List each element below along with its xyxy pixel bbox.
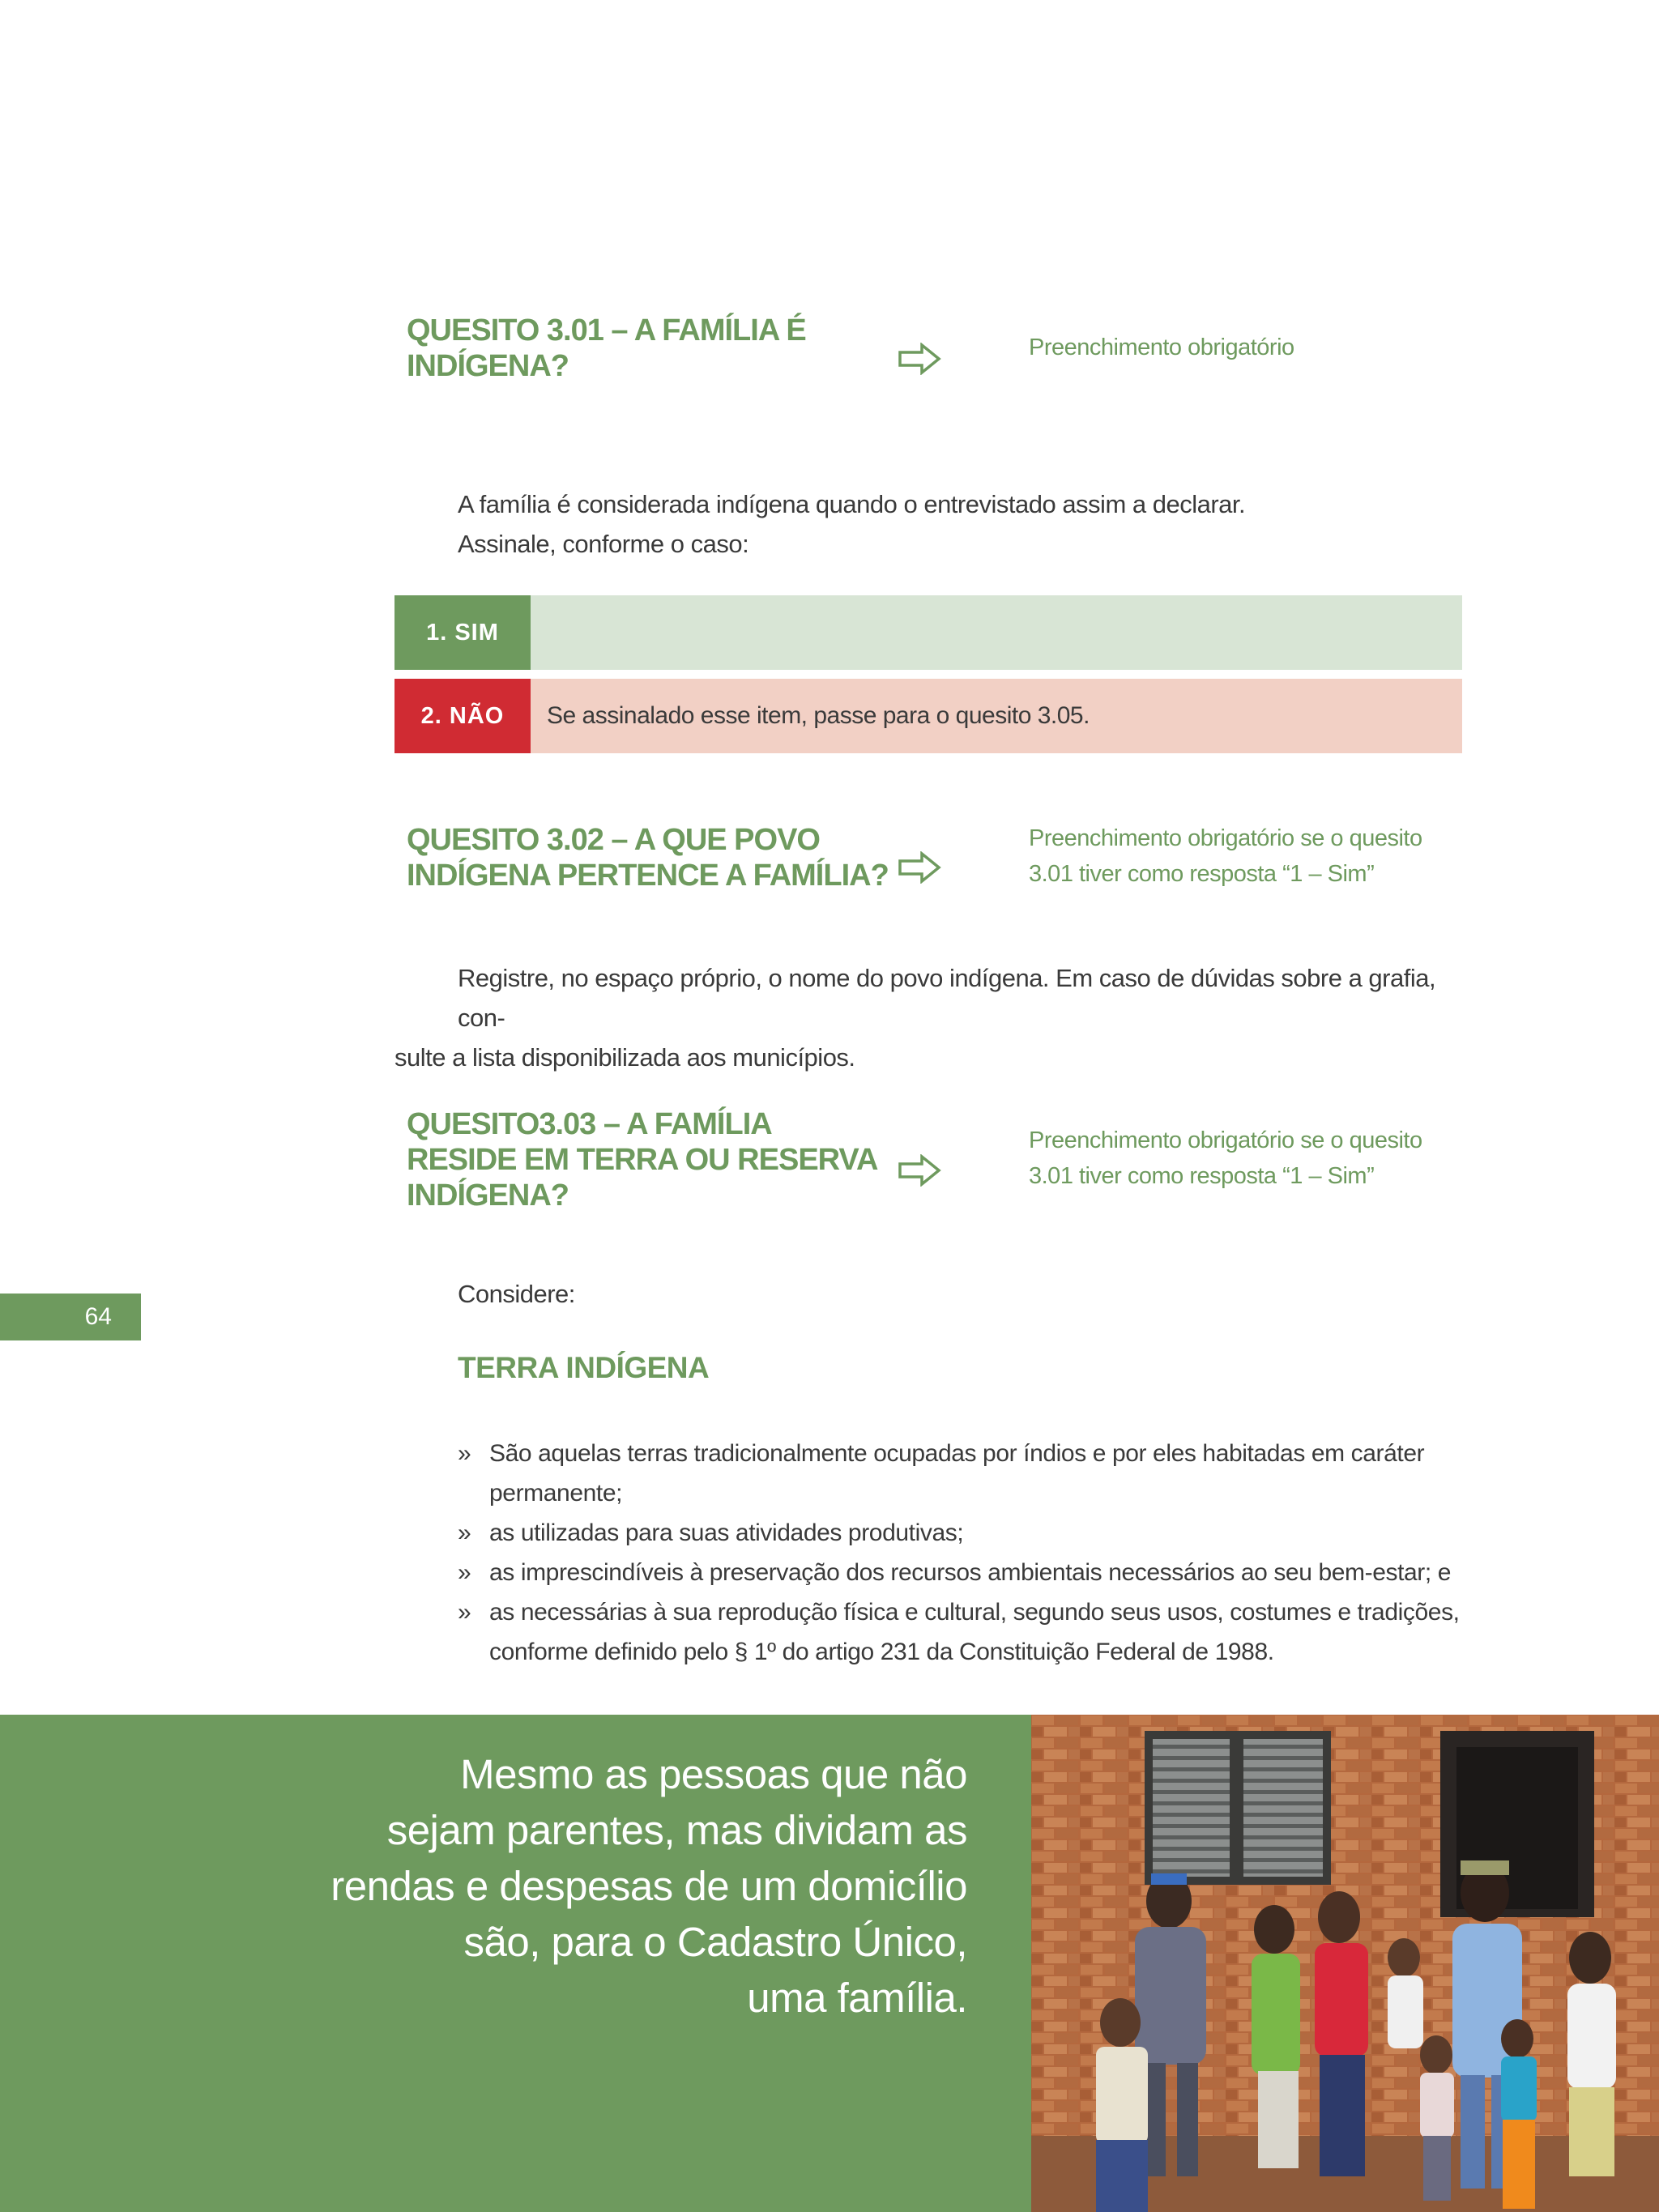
option-code-sim: 1. SIM [394,595,531,670]
q302-requirement: Preenchimento obrigatório se o quesito 3.01 tiver como resposta “1 – Sim” [1029,825,1422,887]
q302-title: QUESITO 3.02 – A QUE POVO INDÍGENA PERTENCE A FAMÍLIA? [407,823,889,893]
page-number: 64 [0,1294,141,1340]
option-text-sim [531,595,1462,670]
terra-indigena-list [458,1434,1466,1672]
quote-text: Mesmo as pessoas que não sejam parentes, mas dividam as rendas e despesas de um domicílio são, para o Cadastro Único, uma família. [331,1751,967,2021]
option-row-nao[interactable] [394,679,1462,753]
option-code-nao: 2. NÃO [394,679,531,753]
arrow-right-icon [898,343,941,375]
q302-description: Registre, no espaço próprio, o nome do povo indígena. Em caso de dúvidas sobre a grafia, con- sulte a lista disponibilizada aos municípios. [394,964,1436,1072]
arrow-right-icon [898,851,941,884]
list-item: » as necessárias à sua reprodução física e cultural, segundo seus usos, costumes e tradições, conforme definido pelo § 1º do artigo 231 da Constituição Federal de 1988. [458,1592,1466,1672]
arrow-right-icon [898,1154,941,1187]
family-photo [1031,1715,1659,2212]
family-photo-illustration [1031,1715,1659,2212]
q301-title: QUESITO 3.01 – A FAMÍLIA É INDÍGENA? [407,313,806,383]
option-text-nao: Se assinalado esse item, passe para o quesito 3.05. [531,679,1462,753]
section-title-terra-indigena: TERRA INDÍGENA [458,1351,710,1384]
q303-requirement: Preenchimento obrigatório se o quesito 3.01 tiver como resposta “1 – Sim” [1029,1127,1422,1189]
list-item: » as imprescindíveis à preservação dos recursos ambientais necessários ao seu bem-estar; e [458,1553,1466,1592]
option-row-sim[interactable] [394,595,1462,670]
q301-requirement: Preenchimento obrigatório [1029,335,1294,360]
q301-description: A família é considerada indígena quando o entrevistado assim a declarar. Assinale, conforme o caso: [458,490,1246,558]
list-item: » as utilizadas para suas atividades produtivas; [458,1513,1466,1553]
list-item: » São aquelas terras tradicionalmente ocupadas por índios e por eles habitadas em caráter permanente; [458,1434,1466,1513]
q303-title: QUESITO3.03 – A FAMÍLIA RESIDE EM TERRA OU RESERVA INDÍGENA? [407,1107,878,1213]
q303-consider: Considere: [458,1280,575,1308]
